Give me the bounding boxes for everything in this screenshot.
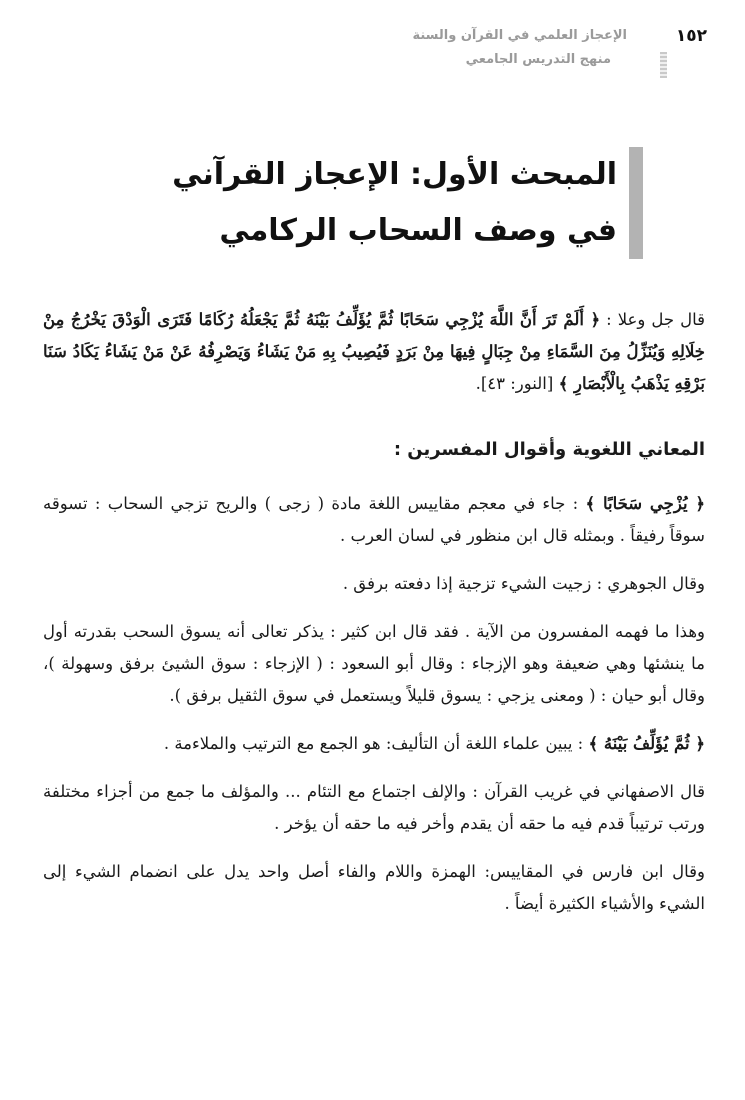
- running-header-book-title: الإعجاز العلمي في القرآن والسنة: [412, 28, 627, 43]
- paragraph-yuzji: [43, 488, 705, 552]
- verse-intro: قال جل وعلا :: [606, 310, 705, 329]
- page-number: ١٥٢: [675, 26, 707, 46]
- paragraph-ibn-faris: وقال ابن فارس في المقاييس: الهمزة واللام والفاء أصل واحد يدل على انضمام الشيء إلى الشيء والأشياء الكثيرة أيضاً .: [43, 862, 705, 913]
- running-header-subtitle: منهج التدريس الجامعي: [465, 52, 611, 67]
- verse-reference: [النور: ٤٣].: [475, 374, 554, 393]
- paragraph-yuallif-text: : يبين علماء اللغة أن التأليف: هو الجمع مع الترتيب والملاءمة .: [163, 734, 584, 753]
- quran-term-yuzji: ﴿ يُزْجِي سَحَابًا ﴾: [585, 494, 705, 513]
- quran-verse: ﴿ أَلَمْ تَرَ أَنَّ اللَّهَ يُزْجِي سَحَابًا ثُمَّ يُؤَلِّفُ بَيْنَهُ ثُمَّ يَجْعَلُهُ رُكَامًا فَتَرَى الْوَدْقَ يَخْرُجُ مِنْ خِلَالِهِ وَيُنَزِّلُ مِنَ السَّمَاءِ مِنْ جِبَالٍ فِيهَا مِنْ بَرَدٍ فَيُصِيبُ بِهِ مَنْ يَشَاءُ وَيَصْرِفُهُ عَنْ مَنْ يَشَاءُ يَكَادُ سَنَا بَرْقِهِ يَذْهَبُ بِالْأَبْصَارِ ﴾: [43, 310, 705, 393]
- paragraph-yuallif: [43, 728, 705, 760]
- section-title-line2: في وصف السحاب الركامي: [219, 213, 617, 248]
- paragraph-yuzji-text: : جاء في معجم مقاييس اللغة مادة ( زجى ) والريح تزجي السحاب : تسوقه سوقاً رفيقاً . وبمثله قال ابن منظور في لسان العرب .: [43, 494, 705, 545]
- section-title: [172, 147, 643, 259]
- body-text: [43, 304, 705, 936]
- quran-verse-paragraph: [43, 304, 705, 400]
- paragraph-mufassirun: وهذا ما فهمه المفسرون من الآية . فقد قال ابن كثير : يذكر تعالى أنه يسوق السحب بقدرته أول ما ينشئها وهي ضعيفة وهو الإزجاء : وقال أبو السعود : ( الإزجاء : سوق الشيئ برفق وسهولة )، وقال أبو حيان : ( ومعنى يزجي : يسوق قليلاً ويستعمل في سوق الثقيل برفق ).: [43, 622, 705, 705]
- paragraph-jawhari: وقال الجوهري : زجيت الشيء تزجية إذا دفعته برفق .: [342, 574, 705, 593]
- header-decorative-bar: [660, 52, 667, 78]
- section-title-line1: المبحث الأول: الإعجاز القرآني: [172, 157, 617, 192]
- linguistic-heading: المعاني اللغوية وأقوال المفسرين :: [393, 439, 705, 460]
- quran-term-yuallif: ﴿ ثُمَّ يُؤَلِّفُ بَيْنَهُ ﴾: [588, 734, 705, 753]
- paragraph-isfahani: قال الاصفهاني في غريب القرآن : والإلف اجتماع مع التئام ... والمؤلف ما جمع من أجزاء مختلفة ورتب ترتيباً قدم فيه ما حقه أن يقدم وأخر فيه ما حقه أن يؤخر .: [43, 782, 705, 833]
- running-header: [412, 24, 627, 72]
